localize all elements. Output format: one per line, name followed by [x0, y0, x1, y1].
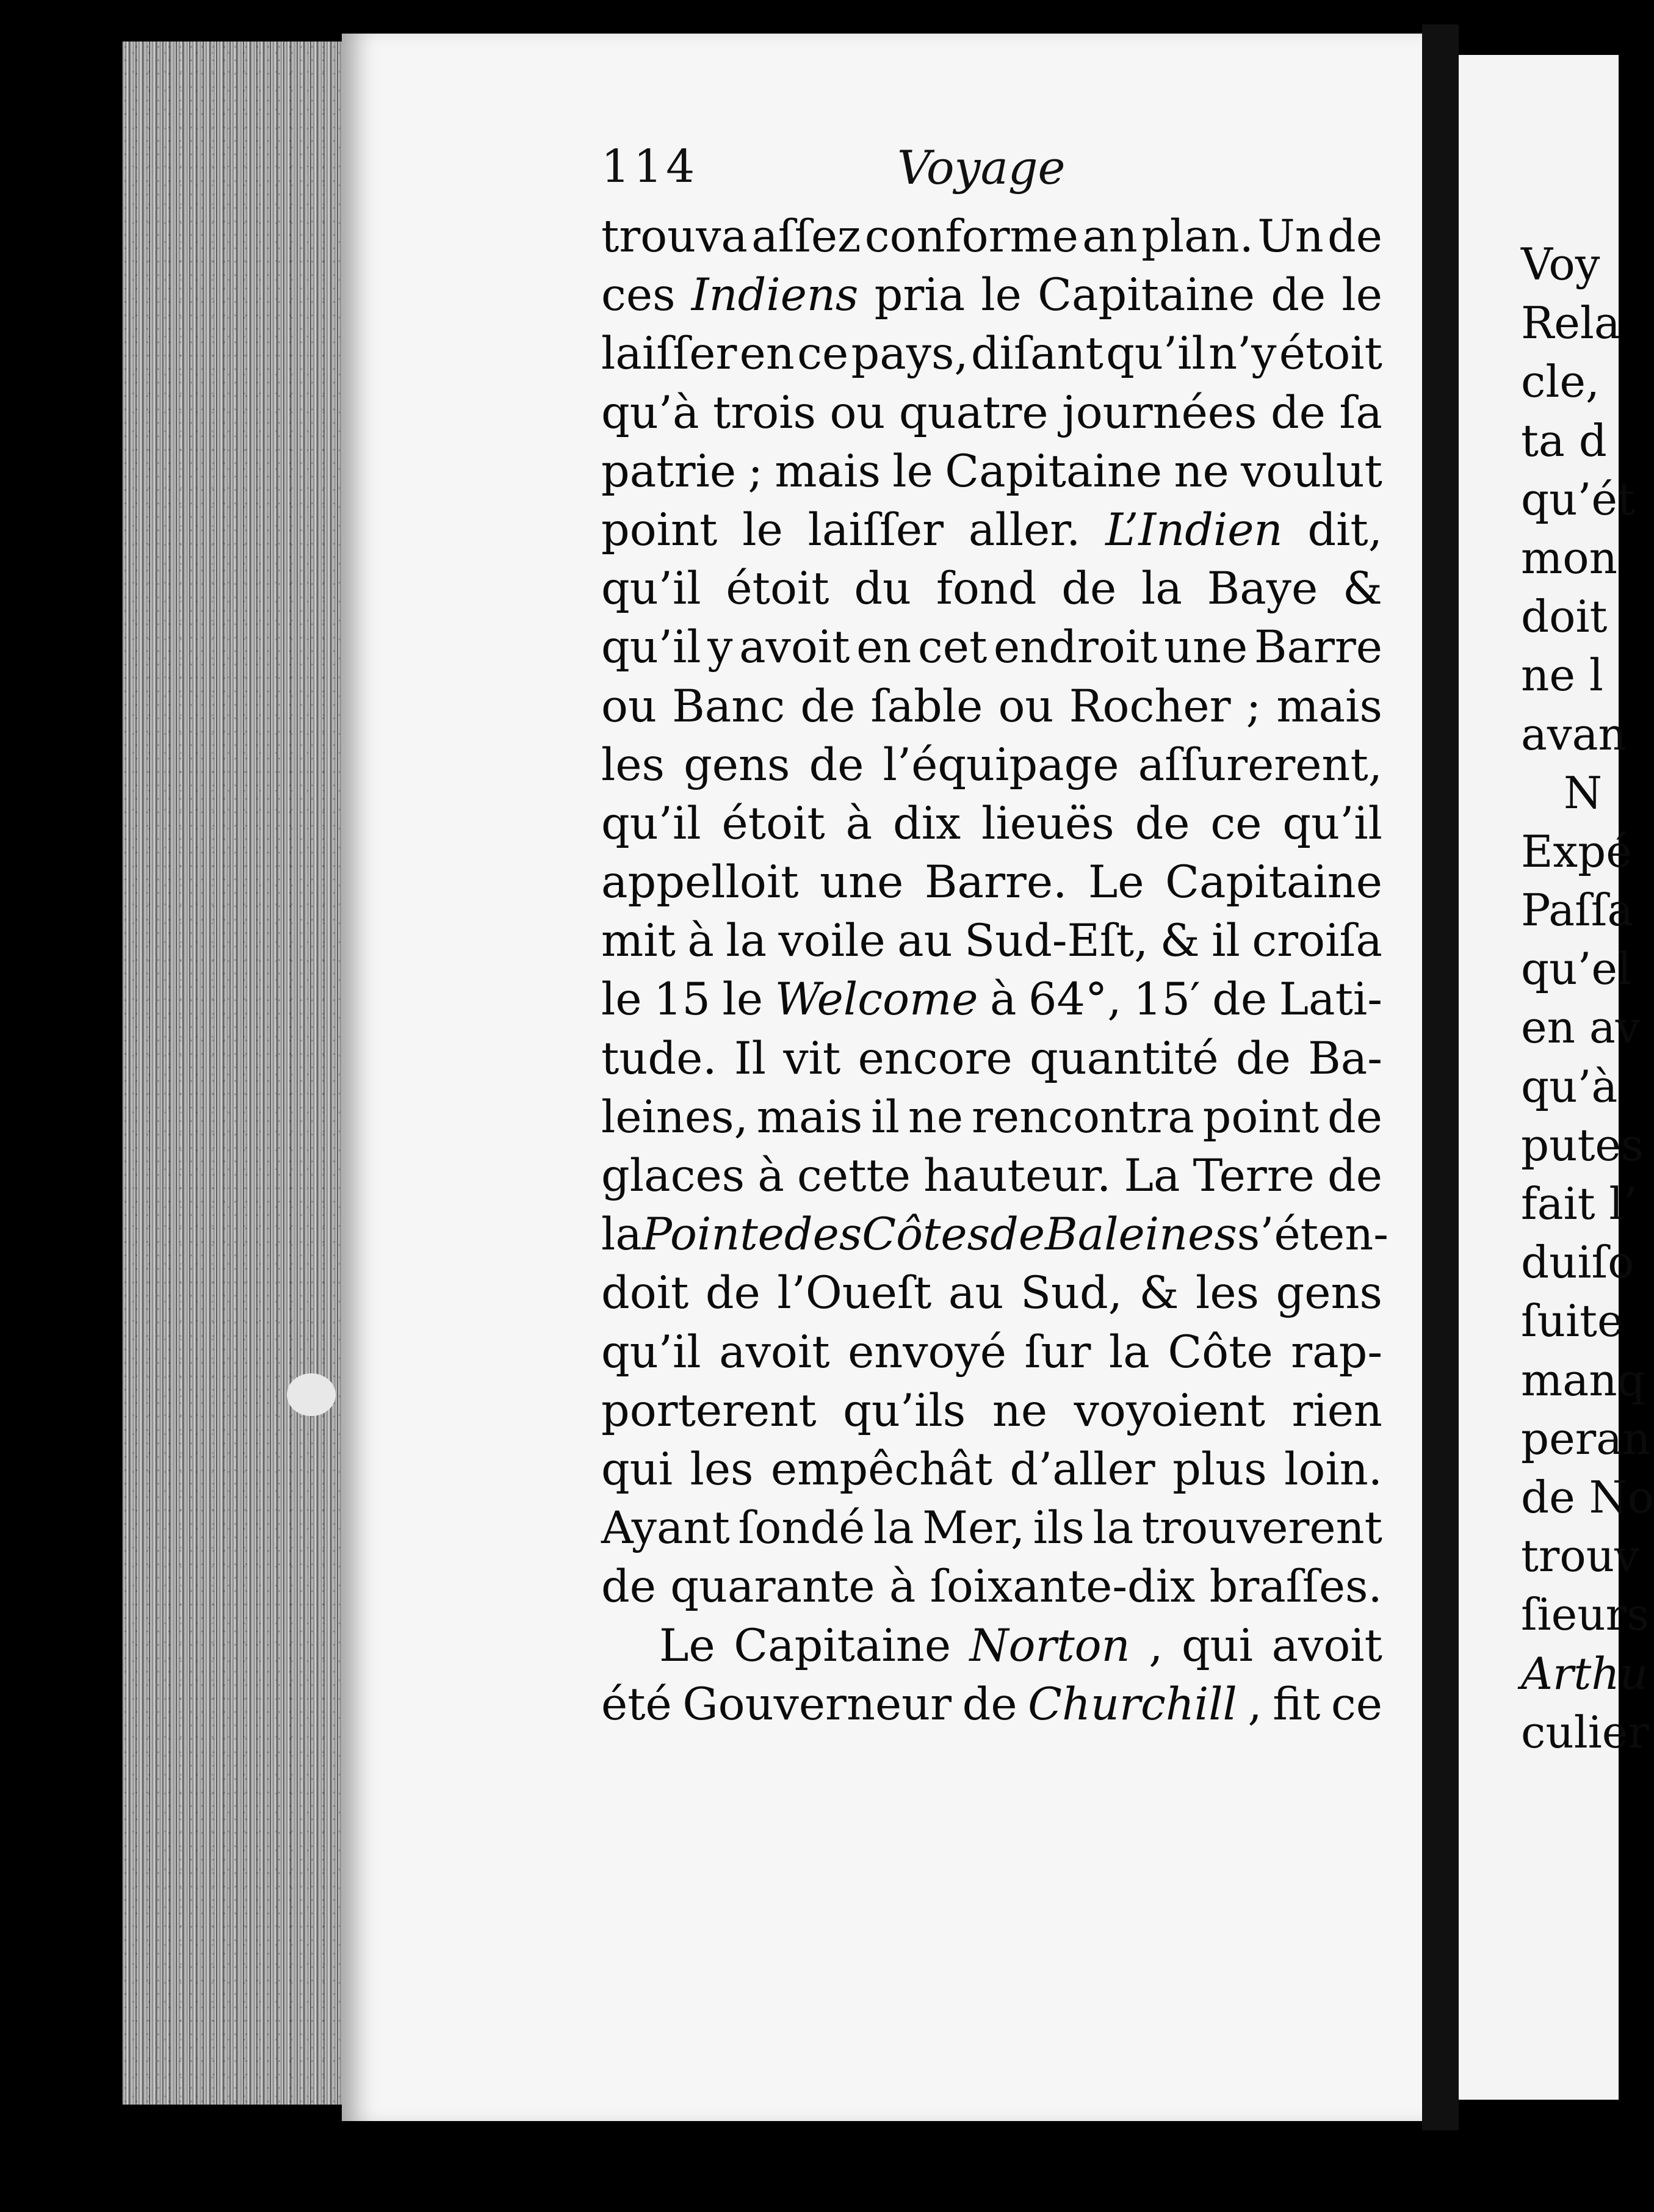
- word: gens: [1276, 1267, 1382, 1320]
- word: qui: [1181, 1619, 1254, 1672]
- word: laiſſer: [601, 328, 737, 380]
- text-line: [601, 325, 1382, 383]
- word: ce: [1331, 1678, 1382, 1730]
- word: Barre: [1254, 621, 1382, 674]
- word: mais: [756, 1091, 863, 1143]
- text-line-fragment: Rela: [1521, 297, 1620, 349]
- text-line: [601, 1030, 1382, 1088]
- word: aller.: [968, 504, 1081, 556]
- word: d’aller: [1009, 1443, 1155, 1495]
- text-line: [601, 443, 1382, 501]
- word: en: [856, 621, 912, 674]
- word: y: [707, 621, 733, 674]
- word: pays,: [851, 328, 969, 380]
- word: ſur: [1024, 1326, 1091, 1378]
- word: dix: [892, 797, 961, 850]
- word: ;: [1246, 680, 1262, 732]
- word: mais: [1276, 680, 1382, 732]
- paper-stain: [287, 1373, 336, 1416]
- word: ces: [601, 269, 676, 322]
- text-line: [601, 1088, 1382, 1147]
- text-line-fragment: qu’à: [1521, 1060, 1618, 1112]
- word: ſoixante-dix: [930, 1561, 1196, 1613]
- word: ne: [908, 1091, 964, 1143]
- word: en: [739, 328, 795, 380]
- word: étoit: [721, 797, 825, 850]
- word: mit: [601, 915, 676, 967]
- text-line: [601, 501, 1382, 560]
- text-line: [601, 970, 1382, 1029]
- word: les: [1195, 1267, 1259, 1320]
- word: la: [1108, 1326, 1150, 1378]
- word: &: [1342, 563, 1382, 615]
- text-line: [601, 1147, 1382, 1205]
- word: qu’il: [1282, 797, 1382, 850]
- word: an: [1082, 211, 1138, 262]
- text-line: [601, 678, 1382, 736]
- text-line: [601, 208, 1382, 266]
- text-line: [601, 384, 1382, 443]
- word: 15′: [1133, 974, 1201, 1026]
- word: envoyé: [848, 1326, 1006, 1378]
- word: le: [1342, 269, 1382, 322]
- word: Lati-: [1279, 974, 1382, 1026]
- book-gutter: [1422, 24, 1459, 2130]
- page-number: 114: [601, 140, 699, 193]
- word: empêchât: [770, 1443, 993, 1495]
- word: de: [705, 1267, 760, 1320]
- text-line-fragment: manq: [1521, 1354, 1645, 1406]
- word: avoit: [719, 1326, 830, 1378]
- word: voulut: [1241, 445, 1382, 497]
- word: leines,: [601, 1091, 748, 1143]
- word: ,: [1248, 1678, 1262, 1730]
- word: Churchill: [1028, 1678, 1237, 1730]
- word: Un: [1257, 211, 1324, 262]
- word: ou: [829, 386, 886, 439]
- word: qu’il: [601, 563, 701, 615]
- word: il: [1212, 915, 1240, 967]
- word: aſſez: [751, 211, 861, 262]
- word: qu’il: [601, 621, 701, 674]
- word: 15: [654, 974, 710, 1026]
- text-line-fragment: trouv: [1521, 1530, 1639, 1582]
- word: gens: [684, 739, 790, 791]
- text-line-fragment: ſuite: [1521, 1295, 1623, 1347]
- word: ſondé: [738, 1502, 865, 1555]
- word: Rocher: [1069, 680, 1231, 732]
- word: Côtes: [862, 1209, 991, 1261]
- word: ou: [601, 680, 657, 732]
- word: les: [601, 739, 665, 791]
- text-line: [601, 560, 1382, 618]
- text-line-fragment: cle,: [1521, 356, 1600, 408]
- word: de: [601, 1561, 656, 1613]
- word: endroit: [993, 621, 1158, 674]
- text-line: [601, 1323, 1382, 1382]
- word: les: [690, 1443, 754, 1495]
- word: cet: [917, 621, 988, 674]
- word: qu’il: [601, 1326, 701, 1378]
- text-line-fragment: duiſo: [1521, 1237, 1634, 1289]
- word: trouverent: [1141, 1502, 1382, 1555]
- word: qui: [601, 1443, 673, 1495]
- word: une: [1164, 621, 1248, 674]
- text-line-fragment: putes: [1521, 1119, 1644, 1171]
- word: glaces: [601, 1150, 745, 1202]
- word: mais: [775, 445, 881, 497]
- word: avoit: [1271, 1619, 1382, 1672]
- word: aſſurerent,: [1138, 739, 1382, 791]
- word: ils: [1033, 1502, 1085, 1555]
- word: Capitaine: [945, 445, 1163, 497]
- word: pria: [874, 269, 966, 322]
- word: l’équipage: [883, 739, 1119, 791]
- word: rap-: [1291, 1326, 1382, 1378]
- word: avoit: [739, 621, 850, 674]
- word: patrie: [601, 445, 737, 497]
- word: de: [1235, 1032, 1291, 1085]
- word: point: [1202, 1091, 1320, 1143]
- word: à: [687, 915, 714, 967]
- word: le: [722, 974, 764, 1026]
- word: trois: [712, 386, 816, 439]
- text-line-fragment: Voy: [1521, 239, 1600, 290]
- word: Pointe: [641, 1209, 784, 1261]
- word: point: [601, 504, 718, 556]
- word: diſant: [970, 328, 1103, 380]
- word: à: [989, 974, 1017, 1026]
- word: Ayant: [601, 1502, 730, 1555]
- word: Norton: [969, 1619, 1130, 1672]
- word: cette: [797, 1150, 911, 1202]
- word: Terre: [1193, 1150, 1315, 1202]
- word: la: [726, 915, 767, 967]
- word: qu’ils: [843, 1384, 966, 1437]
- word: été: [601, 1678, 672, 1730]
- word: de: [962, 1678, 1017, 1730]
- text-line-fragment: qu’ét: [1521, 473, 1635, 525]
- word: Capitaine: [1038, 269, 1255, 322]
- word: étoit: [726, 563, 829, 615]
- text-line: [601, 912, 1382, 970]
- word: de: [1327, 211, 1382, 262]
- word: Banc: [672, 680, 785, 732]
- word: de: [1270, 386, 1326, 439]
- word: quarante: [670, 1561, 875, 1613]
- word: Baleines: [1045, 1209, 1237, 1261]
- word: Il: [734, 1032, 766, 1085]
- text-line-fragment: en av: [1521, 1002, 1641, 1054]
- text-line-fragment: Paſſa: [1521, 884, 1634, 936]
- word: le: [981, 269, 1022, 322]
- text-line: [601, 795, 1382, 853]
- text-line-fragment: avan: [1521, 708, 1627, 760]
- text-line-fragment: ne l: [1521, 649, 1603, 701]
- word: de: [1271, 269, 1326, 322]
- word: ce: [1210, 797, 1262, 850]
- text-line: [601, 1205, 1389, 1264]
- word: croiſa: [1252, 915, 1382, 967]
- text-line-fragment: fait l’: [1521, 1178, 1638, 1229]
- word: dit,: [1307, 504, 1382, 556]
- word: voile: [778, 915, 886, 967]
- text-line-fragment: ſieurs: [1521, 1589, 1650, 1641]
- text-line-fragment: mon: [1521, 532, 1617, 584]
- word: une: [820, 856, 904, 909]
- word: ne: [1174, 445, 1229, 497]
- word: le: [601, 974, 642, 1026]
- word: L’Indien: [1105, 504, 1283, 556]
- word: braſſes.: [1209, 1561, 1382, 1613]
- word: Sud-Eſt,: [964, 915, 1149, 967]
- word: rencontra: [972, 1091, 1194, 1143]
- word: des: [784, 1209, 862, 1261]
- text-line: [601, 1499, 1382, 1558]
- text-line: [601, 853, 1382, 912]
- word: quantité: [1030, 1032, 1219, 1085]
- word: plan.: [1141, 211, 1254, 262]
- word: de: [1212, 974, 1268, 1026]
- word: rien: [1291, 1384, 1382, 1437]
- text-line-fragment: N: [1564, 767, 1602, 819]
- word: hauteur.: [923, 1150, 1111, 1202]
- word: Capitaine: [734, 1619, 952, 1672]
- word: fit: [1273, 1678, 1321, 1730]
- word: qu’à: [601, 386, 699, 439]
- word: étoit: [1279, 328, 1382, 380]
- text-line: [601, 1558, 1382, 1616]
- word: ſa: [1339, 386, 1382, 439]
- text-line: [601, 618, 1382, 677]
- word: doit: [601, 1267, 689, 1320]
- word: Ba-: [1308, 1032, 1382, 1085]
- text-line-fragment: de No: [1521, 1471, 1654, 1523]
- word: quatre: [898, 386, 1049, 439]
- word: du: [854, 563, 912, 615]
- word: vit: [783, 1032, 841, 1085]
- left-page-body: [601, 208, 1389, 1734]
- text-line-fragment: culier: [1521, 1706, 1649, 1758]
- text-line-fragment: qu’el: [1521, 943, 1631, 995]
- word: journées: [1062, 386, 1257, 439]
- text-line: [601, 1264, 1382, 1323]
- word: lieuës: [981, 797, 1114, 850]
- word: de: [1327, 1150, 1382, 1202]
- word: Welcome: [775, 974, 978, 1026]
- word: fond: [936, 563, 1037, 615]
- word: il: [871, 1091, 900, 1143]
- text-line: [601, 1440, 1382, 1499]
- word: ;: [748, 445, 764, 497]
- word: de: [1061, 563, 1117, 615]
- word: à: [889, 1561, 916, 1613]
- word: encore: [858, 1032, 1013, 1085]
- word: ou: [998, 680, 1054, 732]
- word: la: [601, 1209, 642, 1261]
- word: conforme: [864, 211, 1078, 262]
- text-line: [601, 1382, 1382, 1440]
- word: Capitaine: [1165, 856, 1382, 909]
- word: &: [1139, 1267, 1179, 1320]
- word: appelloit: [601, 856, 799, 909]
- word: ne: [992, 1384, 1048, 1437]
- text-line: [601, 736, 1382, 795]
- word: Le: [659, 1619, 715, 1672]
- word: Le: [1088, 856, 1144, 909]
- word: n’y: [1208, 328, 1277, 380]
- word: la: [1092, 1502, 1134, 1555]
- word: à: [757, 1150, 784, 1202]
- page-header: [601, 140, 1382, 208]
- word: qu’il: [1106, 328, 1206, 380]
- word: loin.: [1284, 1443, 1382, 1495]
- word: au: [948, 1267, 1004, 1320]
- word: Indiens: [691, 269, 859, 322]
- word: &: [1160, 915, 1200, 967]
- word: porterent: [601, 1384, 817, 1437]
- word: de: [1327, 1091, 1382, 1143]
- word: Barre.: [924, 856, 1067, 909]
- word: 64°,: [1028, 974, 1122, 1026]
- word: La: [1124, 1150, 1180, 1202]
- word: de: [800, 680, 856, 732]
- text-line-fragment: Arthu: [1521, 1647, 1649, 1699]
- word: ſable: [870, 680, 983, 732]
- word: de: [809, 739, 864, 791]
- text-line-fragment: doit: [1521, 591, 1608, 643]
- word: ,: [1149, 1619, 1163, 1672]
- word: Côte: [1168, 1326, 1273, 1378]
- word: le: [892, 445, 933, 497]
- word: s’éten-: [1237, 1209, 1389, 1261]
- text-line: [601, 266, 1382, 325]
- text-line-fragment: Expé: [1521, 825, 1632, 877]
- word: Gouverneur: [682, 1678, 952, 1730]
- word: Sud,: [1020, 1267, 1122, 1320]
- text-line: [601, 1675, 1382, 1734]
- word: le: [742, 504, 783, 556]
- word: la: [873, 1502, 914, 1555]
- text-line: [601, 1617, 1382, 1675]
- word: voyoient: [1074, 1384, 1265, 1437]
- word: au: [897, 915, 953, 967]
- word: tude.: [601, 1032, 717, 1085]
- text-line-fragment: peran: [1521, 1412, 1651, 1464]
- text-line-fragment: ta d: [1521, 414, 1607, 466]
- running-head: Voyage: [897, 140, 1066, 195]
- right-page-body: [1521, 235, 1654, 1762]
- word: plus: [1172, 1443, 1267, 1495]
- word: la: [1141, 563, 1182, 615]
- word: de: [1135, 797, 1190, 850]
- word: laiſſer: [807, 504, 944, 556]
- word: trouva: [601, 211, 748, 262]
- word: Baye: [1207, 563, 1318, 615]
- word: à: [845, 797, 873, 850]
- word: ce: [797, 328, 849, 380]
- word: de: [990, 1209, 1045, 1261]
- word: Mer,: [922, 1502, 1025, 1555]
- word: qu’il: [601, 797, 701, 850]
- word: l’Oueſt: [777, 1267, 932, 1320]
